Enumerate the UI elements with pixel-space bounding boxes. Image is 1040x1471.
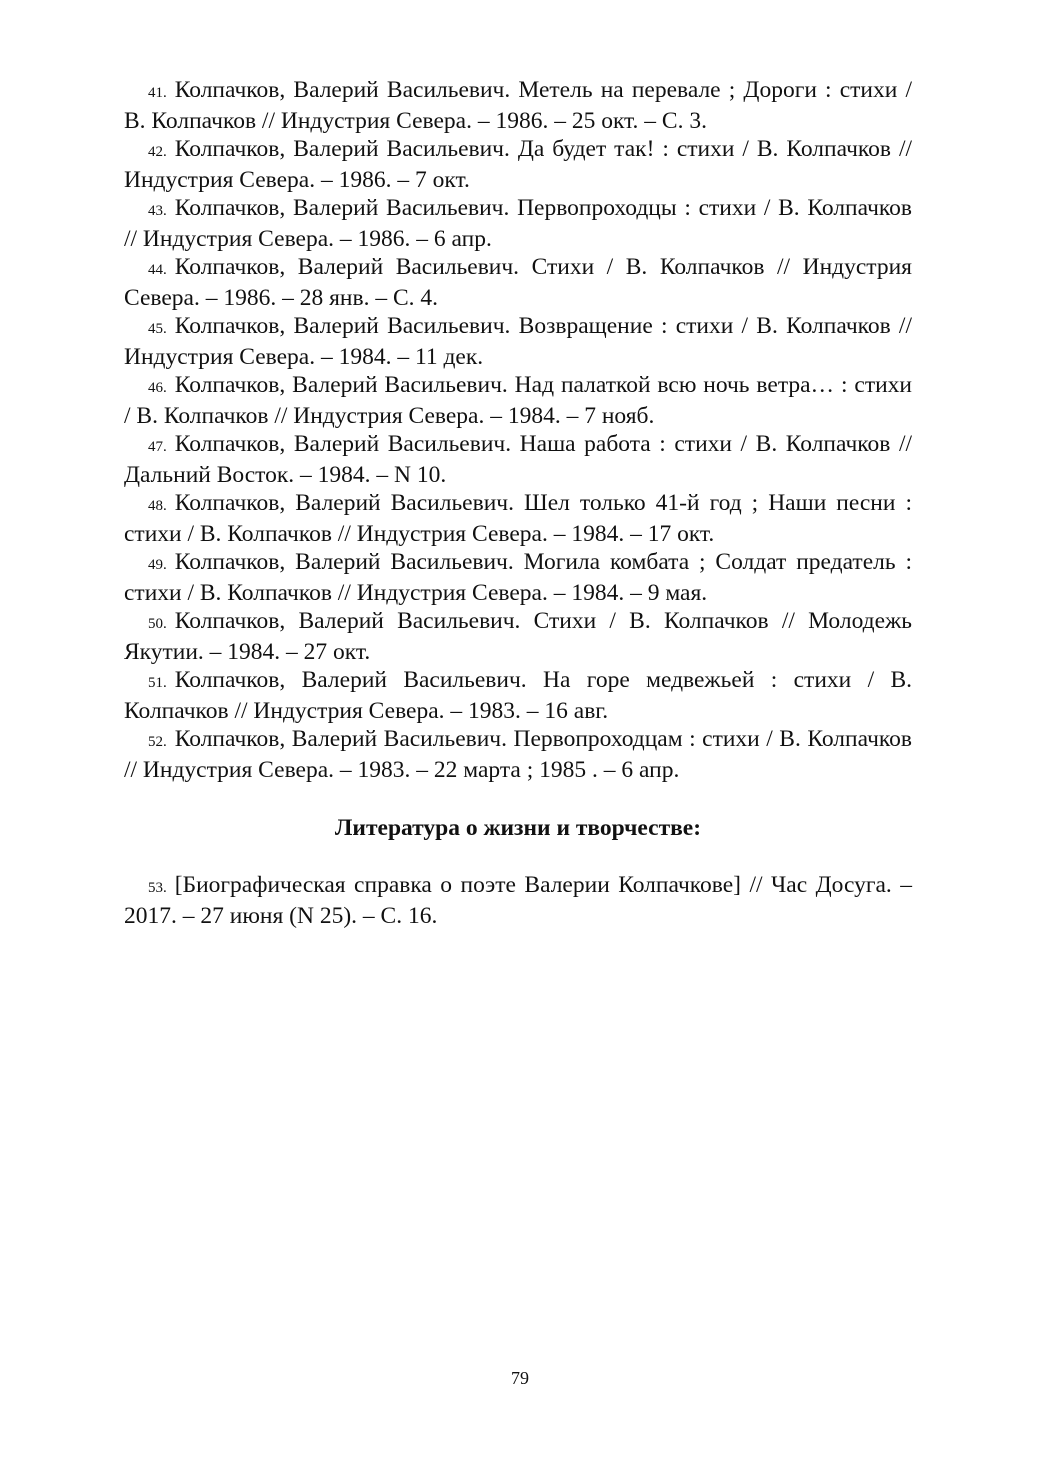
- entry-text: Колпачков, Валерий Васильевич. Шел только 41-й год ; Наши песни : стихи / В. Колпачков // Индустрия Севера. – 1984. – 17 окт.: [124, 490, 912, 547]
- section-heading: Литература о жизни и творчестве:: [334, 815, 702, 841]
- entry-text: Колпачков, Валерий Васильевич. Могила комбата ; Солдат предатель : стихи / В. Колпачков // Индустрия Севера. – 1984. – 9 мая.: [124, 549, 912, 606]
- entry-number: 50.: [148, 616, 167, 632]
- entry-text: Колпачков, Валерий Васильевич. Метель на перевале ; Дороги : стихи / В. Колпачков // Индустрия Севера. – 1986. – 25 окт. – С. 3.: [124, 77, 912, 134]
- bibliography-entry: [124, 371, 912, 430]
- entry-number: 52.: [148, 734, 167, 750]
- bibliography-entry: [124, 607, 912, 666]
- entry-number: 45.: [148, 321, 167, 337]
- bibliography-entry: [124, 666, 912, 725]
- entry-number: 41.: [148, 85, 167, 101]
- entry-text: Колпачков, Валерий Васильевич. Стихи / В. Колпачков // Молодежь Якутии. – 1984. – 27 окт.: [124, 608, 912, 665]
- bibliography-entry: [124, 194, 912, 253]
- entry-text: Колпачков, Валерий Васильевич. Да будет так! : стихи / В. Колпачков // Индустрия Севера. – 1986. – 7 окт.: [124, 136, 912, 193]
- bibliography-entry: [124, 725, 912, 784]
- entry-number: 48.: [148, 498, 167, 514]
- entry-number: 53.: [148, 880, 167, 896]
- literature-list: [124, 871, 912, 930]
- entry-text: Колпачков, Валерий Васильевич. На горе медвежьей : стихи / В. Колпачков // Индустрия Севера. – 1983. – 16 авг.: [124, 667, 912, 724]
- entry-number: 42.: [148, 144, 167, 160]
- bibliography-entry: [124, 76, 912, 135]
- bibliography-entry: [124, 489, 912, 548]
- entry-text: Колпачков, Валерий Васильевич. Первопроходцы : стихи / В. Колпачков // Индустрия Севера. – 1986. – 6 апр.: [124, 195, 912, 252]
- entry-number: 43.: [148, 203, 167, 219]
- entry-text: Колпачков, Валерий Васильевич. Возвращение : стихи / В. Колпачков // Индустрия Севера. – 1984. – 11 дек.: [124, 313, 912, 370]
- bibliography-entry: [124, 312, 912, 371]
- entry-text: [Биографическая справка о поэте Валерии Колпачкове] // Час Досуга. – 2017. – 27 июня (N 25). – С. 16.: [124, 872, 912, 929]
- bibliography-entry: [124, 548, 912, 607]
- entry-number: 44.: [148, 262, 167, 278]
- bibliography-entry: [124, 135, 912, 194]
- entry-text: Колпачков, Валерий Васильевич. Наша работа : стихи / В. Колпачков // Дальний Восток. – 1984. – N 10.: [124, 431, 912, 488]
- bibliography-list: [124, 76, 912, 784]
- entry-text: Колпачков, Валерий Васильевич. Стихи / В. Колпачков // Индустрия Севера. – 1986. – 28 янв. – С. 4.: [124, 254, 912, 311]
- entry-number: 47.: [148, 439, 167, 455]
- entry-number: 51.: [148, 675, 167, 691]
- bibliography-entry: [124, 430, 912, 489]
- page-number: 79: [511, 1368, 529, 1388]
- entry-text: Колпачков, Валерий Васильевич. Над палаткой всю ночь ветра… : стихи / В. Колпачков // Индустрия Севера. – 1984. – 7 нояб.: [124, 372, 912, 429]
- entry-number: 49.: [148, 557, 167, 573]
- entry-text: Колпачков, Валерий Васильевич. Первопроходцам : стихи / В. Колпачков // Индустрия Севера. – 1983. – 22 марта ; 1985 . – 6 апр.: [124, 726, 912, 783]
- document-page: [124, 76, 912, 930]
- bibliography-entry: [124, 253, 912, 312]
- entry-number: 46.: [148, 380, 167, 396]
- literature-entry: [124, 871, 912, 930]
